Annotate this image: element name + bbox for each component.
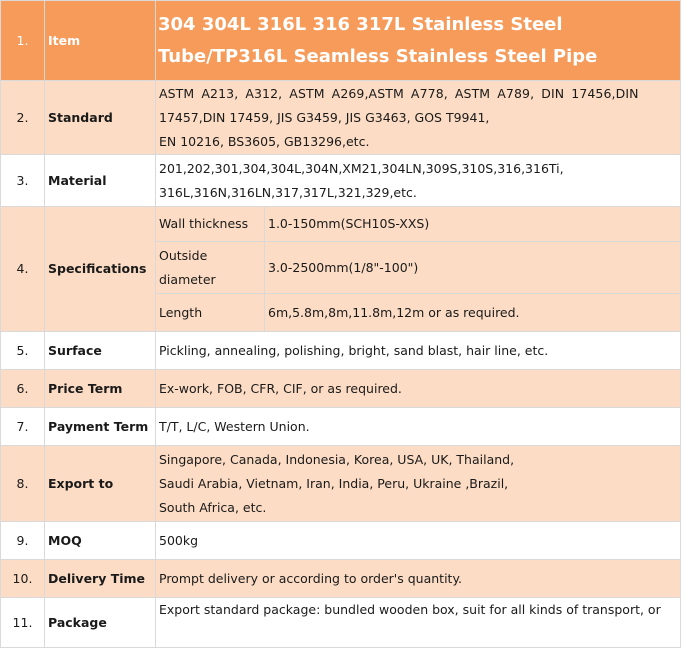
export-to-line-2: Saudi Arabia, Vietnam, Iran, India, Peru, Ukraine ,Brazil,: [159, 475, 509, 491]
outside-diameter-value: 3.0-2500mm(1/8"-100"): [265, 242, 681, 294]
row-label-package: Package: [45, 598, 156, 648]
standard-value: [156, 81, 681, 155]
export-to-line-3: South Africa, etc.: [159, 499, 267, 515]
material-line-1: 201,202,301,304,304L,304N,XM21,304LN,309S,310S,316,316Ti,: [159, 160, 564, 176]
table-row-export-to: [1, 446, 681, 522]
delivery-time-value: Prompt delivery or according to order's quantity.: [156, 560, 681, 598]
length-value: 6m,5.8m,8m,11.8m,12m or as required.: [265, 294, 681, 332]
row-number: 4.: [1, 207, 45, 332]
table-row-surface: [1, 332, 681, 370]
table-row-specifications: [1, 207, 681, 242]
export-to-value: [156, 446, 681, 522]
row-number: 7.: [1, 408, 45, 446]
row-number: 6.: [1, 370, 45, 408]
row-label-specifications: Specifications: [45, 207, 156, 332]
row-number: 10.: [1, 560, 45, 598]
table-row-standard: [1, 81, 681, 155]
table-row-delivery-time: [1, 560, 681, 598]
surface-value: Pickling, annealing, polishing, bright, sand blast, hair line, etc.: [156, 332, 681, 370]
wall-thickness-label: Wall thickness: [156, 207, 265, 242]
package-line-1: Export standard package: bundled wooden box, suit for all kinds of transport, or: [159, 602, 661, 617]
row-number: 5.: [1, 332, 45, 370]
outside-diameter-label-line-1: Outside: [159, 247, 208, 263]
standard-line-3: EN 10216, BS3605, GB13296,etc.: [159, 133, 370, 149]
table-row-material: [1, 155, 681, 207]
moq-value: 500kg: [156, 522, 681, 560]
product-title: 304 304L 316L 316 317L Stainless Steel Tube/TP316L Seamless Stainless Steel Pipe: [156, 1, 681, 81]
material-line-2: 316L,316N,316LN,317,317L,321,329,etc.: [159, 184, 417, 200]
wall-thickness-value: 1.0-150mm(SCH10S-XXS): [265, 207, 681, 242]
standard-line-2: 17457,DIN 17459, JIS G3459, JIS G3463, GOS T9941,: [159, 109, 490, 125]
payment-term-value: T/T, L/C, Western Union.: [156, 408, 681, 446]
row-number: 1.: [1, 1, 45, 81]
row-label-delivery-time: Delivery Time: [45, 560, 156, 598]
row-number: 3.: [1, 155, 45, 207]
package-value: [156, 598, 681, 648]
table-row-payment-term: [1, 408, 681, 446]
outside-diameter-label: [156, 242, 265, 294]
row-number: 8.: [1, 446, 45, 522]
row-label-moq: MOQ: [45, 522, 156, 560]
table-row-moq: [1, 522, 681, 560]
row-label-payment-term: Payment Term: [45, 408, 156, 446]
outside-diameter-label-line-2: diameter: [159, 271, 216, 287]
table-row-package: [1, 598, 681, 648]
material-value: [156, 155, 681, 207]
table-row-price-term: [1, 370, 681, 408]
length-label: Length: [156, 294, 265, 332]
row-label-material: Material: [45, 155, 156, 207]
table-row-item: [1, 1, 681, 81]
row-number: 11.: [1, 598, 45, 648]
row-label-item: Item: [45, 1, 156, 81]
price-term-value: Ex-work, FOB, CFR, CIF, or as required.: [156, 370, 681, 408]
export-to-line-1: Singapore, Canada, Indonesia, Korea, USA, UK, Thailand,: [159, 451, 515, 467]
row-label-export-to: Export to: [45, 446, 156, 522]
row-number: 2.: [1, 81, 45, 155]
standard-line-1: ASTM A213, A312, ASTM A269,ASTM A778, ASTM A789, DIN 17456,DIN: [159, 85, 639, 101]
row-label-standard: Standard: [45, 81, 156, 155]
row-number: 9.: [1, 522, 45, 560]
row-label-surface: Surface: [45, 332, 156, 370]
row-label-price-term: Price Term: [45, 370, 156, 408]
